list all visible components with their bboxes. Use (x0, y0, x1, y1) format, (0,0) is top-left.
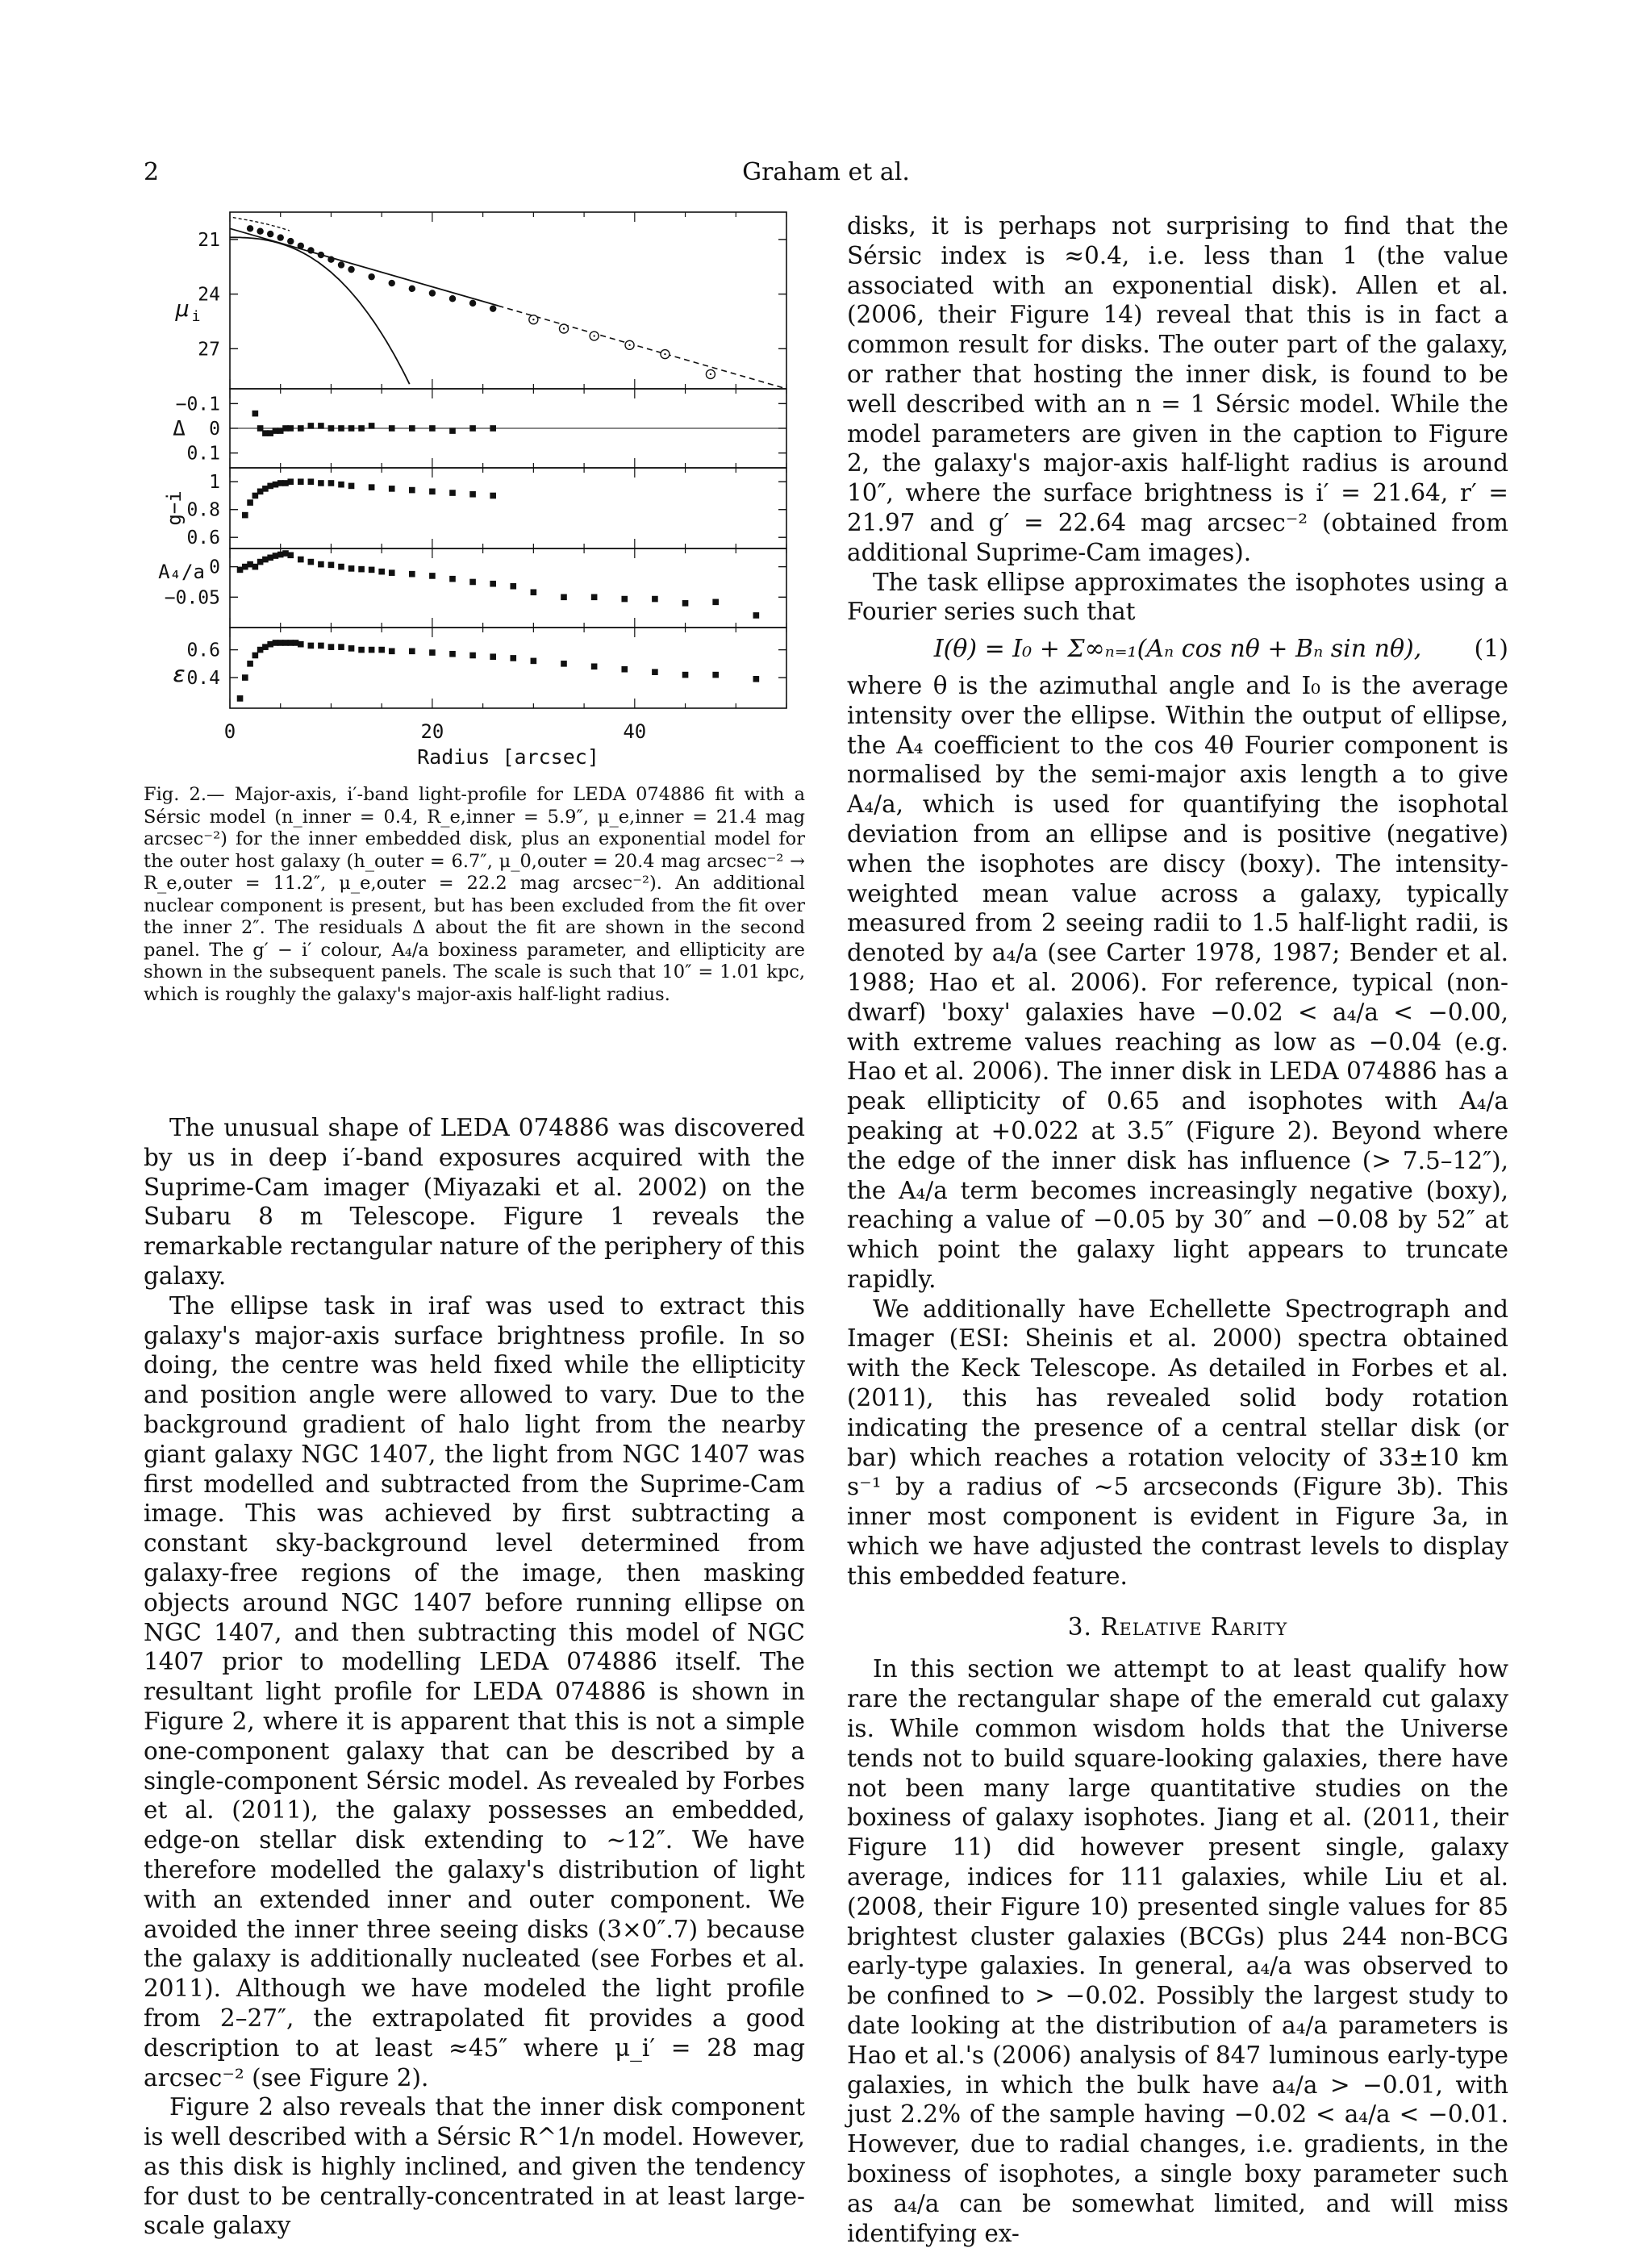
data-point (449, 427, 456, 434)
data-point (389, 569, 395, 576)
data-point (469, 579, 476, 586)
data-point (561, 661, 567, 667)
data-point (277, 234, 284, 240)
equation-1 (847, 635, 1508, 665)
profile-chart (137, 206, 807, 770)
y-tick-label: −0.1 (175, 394, 220, 415)
paragraph: In this section we attempt to at least qualify how rare the rectangular shape of the emerald cut galaxy is. While common wisdom holds that the Universe tends not to build square-looking galaxies, there have not been many large quantitative studies on the boxiness of galaxy isophotes. Jiang et al. (2011, their Figure 11) did however present single, galaxy average, indices for 111 galaxies, while Liu et al. (2008, their Figure 10) presented single values for 85 brightest cluster galaxies (BCGs) plus 244 non-BCG early-type galaxies. In general, a₄/a was observed to be confined to > −0.02. Possibly the largest study to date looking at the distribution of a₄/a parameters is Hao et al.'s (2006) analysis of 847 luminous early-type galaxies, in which the bulk have a₄/a > −0.01, with just 2.2% of the sample having −0.02 < a₄/a < −0.01. However, due to radial changes, i.e. gradients, in the boxiness of isophotes, a single boxy parameter such as a₄/a can be somewhat limited, and will miss identifying ex- (847, 1655, 1508, 2247)
data-point (308, 478, 315, 485)
data-point (338, 564, 344, 570)
x-tick-label: 20 (420, 720, 444, 743)
y-tick-label: 0 (209, 419, 220, 440)
data-point (318, 423, 324, 429)
data-point (409, 487, 415, 494)
data-point (242, 674, 248, 681)
y-tick-label: 0 (209, 557, 220, 578)
data-point (712, 672, 719, 678)
data-point (449, 295, 456, 302)
running-title: Graham et al. (742, 158, 910, 186)
data-point (247, 499, 253, 506)
open-data-point-center (593, 335, 594, 336)
data-point (449, 651, 456, 657)
paragraph: disks, it is perhaps not surprising to find that the Sérsic index is ≈0.4, i.e. less than 1 (the value associated with an exponential disk). Allen et al. (2006, their Figure 14) reveal that this is in fact a common result for disks. The outer part of the galaxy, or rather that hosting the inner disk, is found to be well described with an n = 1 Sérsic model. While the model parameters are given in the caption to Figure 2, the galaxy's major-axis half-light radius is around 10″, where the surface brightness is i′ = 21.64, r′ = 21.97 and g′ = 22.64 mag arcsec⁻² (obtained from additional Suprime-Cam images). (847, 212, 1508, 566)
data-point (449, 490, 456, 496)
y-tick-label: 27 (198, 339, 220, 361)
x-tick-label: 0 (223, 720, 236, 743)
data-point (348, 425, 355, 432)
data-point (298, 641, 304, 648)
data-point (242, 512, 248, 519)
data-point (348, 645, 355, 652)
y-axis-label-gi: g−i (163, 490, 186, 526)
data-point (490, 581, 496, 587)
y-tick-label: 0.1 (186, 443, 220, 465)
data-point (621, 596, 628, 603)
data-point (252, 411, 259, 417)
y-tick-label: 0.6 (186, 528, 220, 549)
open-data-point-center (664, 353, 665, 355)
left-column (144, 1113, 805, 2241)
y-axis-label-a4: A₄/a (158, 561, 205, 583)
data-point (267, 231, 273, 237)
data-point (308, 423, 315, 429)
data-point (652, 669, 658, 675)
y-axis-label-mu: μ (175, 295, 190, 322)
data-point (348, 483, 355, 490)
data-point (369, 567, 375, 573)
data-point (369, 647, 375, 653)
data-point (389, 649, 395, 655)
y-tick-label: 0.8 (186, 499, 220, 521)
y-axis-label-delta: Δ (173, 417, 186, 441)
data-point (287, 478, 294, 485)
data-point (389, 486, 395, 492)
data-point (469, 425, 476, 432)
data-point (409, 649, 415, 655)
data-point (510, 655, 516, 661)
paragraph: where θ is the azimuthal angle and I₀ is the average intensity over the ellipse. Within the output of ellipse, the A₄ coefficient to the cos 4θ Fourier component is normalised by the semi-major axis length a to give A₄/a, which is used for quantifying the isophotal deviation from an ellipse and is positive (negative) when the isophotes are discy (boxy). The intensity-weighted mean value across a galaxy, typically measured from 2 seeing radii to 1.5 half-light radii, is denoted by a₄/a (see Carter 1978, 1987; Bender et al. 1988; Hao et al. 2006). For reference, typical (non-dwarf) 'boxy' galaxies have −0.02 < a₄/a < −0.00, with extreme values reaching as low as −0.04 (e.g. Hao et al. 2006). The inner disk in LEDA 074886 has a peak ellipticity of 0.65 and isophotes with A₄/a peaking at +0.022 at 3.5″ (Figure 2). Beyond where the edge of the inner disk has influence (> 7.5–12″), the A₄/a term becomes increasingly negative (boxy), reaching a value of −0.05 by 30″ and −0.08 by 52″ at which point the galaxy light appears to truncate rapidly. (847, 671, 1508, 1293)
x-tick-label: 40 (623, 720, 647, 743)
section-heading: 3. Relative Rarity (1067, 1612, 1288, 1641)
inner-sersic-model (230, 237, 410, 384)
data-point (753, 612, 760, 619)
data-point (358, 566, 365, 573)
data-point (298, 425, 304, 432)
y-axis-label-epsilon: ε (172, 661, 186, 687)
data-point (591, 594, 598, 601)
data-point (469, 653, 476, 659)
y-tick-label: 24 (198, 284, 220, 306)
data-point (318, 561, 324, 568)
data-point (429, 489, 436, 495)
paragraph: The task ellipse approximates the isophotes using a Fourier series such that (847, 568, 1508, 626)
y-tick-label: 0.6 (186, 640, 220, 661)
data-point (328, 480, 335, 486)
data-point (307, 247, 314, 253)
data-point (753, 676, 760, 682)
y-tick-label: −0.05 (164, 587, 220, 609)
data-point (389, 425, 395, 432)
data-point (682, 600, 689, 607)
eps-panel-frame (230, 628, 786, 708)
x-axis-label: Radius [arcsec] (417, 745, 599, 769)
paragraph: Figure 2 also reveals that the inner disk component is well described with a Sérsic R^1/n model. However, as this disk is highly inclined, and given the tendency for dust to be centrally-concentrated in at least large-scale galaxy (144, 2093, 806, 2240)
data-point (409, 425, 415, 432)
y-tick-label: 0.4 (186, 668, 220, 690)
data-point (318, 480, 324, 486)
data-point (469, 491, 476, 498)
equation-body: I(θ) = I₀ + Σ∞ₙ₌₁(Aₙ cos nθ + Bₙ sin nθ), (933, 635, 1422, 664)
data-point (621, 666, 628, 673)
data-point (429, 649, 436, 656)
data-point (561, 594, 567, 601)
data-point (369, 423, 375, 429)
data-point (429, 573, 436, 579)
data-point (338, 261, 344, 268)
data-point (298, 478, 304, 485)
data-point (318, 252, 324, 258)
data-point (490, 425, 496, 432)
data-point (469, 300, 476, 307)
data-point (257, 228, 263, 235)
y-tick-label: 1 (209, 472, 220, 494)
data-point (712, 599, 719, 606)
data-point (358, 425, 365, 432)
right-column (847, 211, 1508, 2248)
data-point (327, 256, 334, 263)
data-point (449, 576, 456, 582)
data-point (308, 643, 315, 649)
data-point (510, 583, 516, 590)
data-point (247, 225, 253, 231)
outer-exponential-model (230, 228, 498, 306)
data-point (531, 589, 537, 595)
data-point (591, 663, 598, 669)
mu-i-panel-frame (230, 212, 786, 389)
paragraph: The unusual shape of LEDA 074886 was discovered by us in deep i′-band exposures acquired with the Suprime-Cam imager (Miyazaki et al. 2002) on the Subaru 8 m Telescope. Figure 1 reveals the remarkable rectangular nature of the periphery of this galaxy. (144, 1114, 805, 1290)
data-point (368, 273, 374, 280)
data-point (298, 557, 304, 563)
data-point (389, 280, 395, 286)
open-data-point-center (710, 373, 711, 375)
open-data-point-center (532, 319, 534, 320)
data-point (308, 559, 315, 565)
outer-model-extrapolation (498, 306, 786, 389)
data-point (429, 290, 436, 296)
data-point (358, 647, 365, 653)
data-point (409, 571, 415, 578)
data-point (247, 661, 253, 667)
data-point (328, 644, 335, 650)
y-axis-label-mu-sub: i (191, 308, 201, 325)
data-point (328, 425, 335, 432)
data-point (287, 552, 294, 558)
data-point (252, 653, 259, 659)
figure-caption: Fig. 2.— Major-axis, i′-band light-profile for LEDA 074886 fit with a Sérsic model (n_inner = 0.4, R_e,inner = 5.9″, μ_e,inner = 21.4 mag arcsec⁻²) for the inner embedded disk, plus an exponential model for the outer host galaxy (h_outer = 6.7″, μ_0,outer = 20.4 mag arcsec⁻² → R_e,outer = 11.2″, μ_e,outer = 22.2 mag arcsec⁻²). An additional nuclear component is present, but has been excluded from the fit over the inner 2″. The residuals Δ about the fit are shown in the second panel. The g′ − i′ colour, A₄/a boxiness parameter, and ellipticity are shown in the subsequent panels. The scale is such that 10″ = 1.01 kpc, which is roughly the galaxy's major-axis half-light radius. (144, 784, 805, 1005)
open-data-point-center (628, 344, 630, 346)
data-point (531, 658, 537, 665)
data-point (338, 425, 344, 432)
data-point (378, 569, 385, 575)
data-point (338, 644, 344, 650)
data-point (378, 647, 385, 653)
paragraph: We additionally have Echellette Spectrograph and Imager (ESI: Sheinis et al. 2000) spectra obtained with the Keck Telescope. As detailed in Forbes et al. (2011), this has revealed solid body rotation indicating the presence of a central stellar disk (or bar) which reaches a rotation velocity of 33±10 km s⁻¹ by a radius of ∼5 arcseconds (Figure 3b). This inner most component is evident in Figure 3a, in which we have adjusted the contrast levels to display this embedded feature. (847, 1295, 1508, 1590)
data-point (429, 425, 436, 432)
data-point (490, 493, 496, 499)
data-point (328, 562, 335, 569)
y-tick-label: 21 (198, 229, 220, 251)
data-point (338, 482, 344, 488)
open-data-point-center (563, 327, 565, 329)
data-point (490, 305, 496, 311)
figure-2 (137, 206, 807, 770)
data-point (369, 484, 375, 490)
data-point (490, 653, 496, 660)
data-point (409, 286, 415, 292)
data-point (348, 266, 354, 273)
data-point (318, 643, 324, 649)
paragraph: The ellipse task in iraf was used to extract this galaxy's major-axis surface brightness profile. In so doing, the centre was held fixed while the ellipticity and position angle were allowed to vary. Due to the background gradient of halo light from the nearby giant galaxy NGC 1407, the light from NGC 1407 was first modelled and subtracted from the Suprime-Cam image. This was achieved by first subtracting a constant sky-background level determined from galaxy-free regions of the image, then masking objects around NGC 1407 before running ellipse on NGC 1407, and then subtracting this model of NGC 1407 prior to modelling LEDA 074886 itself. The resultant light profile for LEDA 074886 is shown in Figure 2, where it is apparent that this is not a simple one-component galaxy that can be described by a single-component Sérsic model. As revealed by Forbes et al. (2011), the galaxy possesses an embedded, edge-on stellar disk extending to ∼12″. We have therefore modelled the galaxy's distribution of light with an extended inner and outer component. We avoided the inner three seeing disks (3×0″.7) because the galaxy is additionally nucleated (see Forbes et al. 2011). Although we have modeled the light profile from 2–27″, the extrapolated fit provides a good description to at least ≈45″ where μ_i′ = 28 mag arcsec⁻² (see Figure 2). (144, 1291, 805, 2092)
data-point (287, 425, 294, 432)
data-point (298, 243, 304, 249)
data-point (348, 565, 355, 572)
data-point (682, 672, 689, 678)
page-number: 2 (144, 158, 160, 186)
data-point (652, 596, 658, 603)
data-point (237, 695, 244, 702)
data-point (287, 238, 294, 244)
equation-number: (1) (1474, 635, 1508, 664)
